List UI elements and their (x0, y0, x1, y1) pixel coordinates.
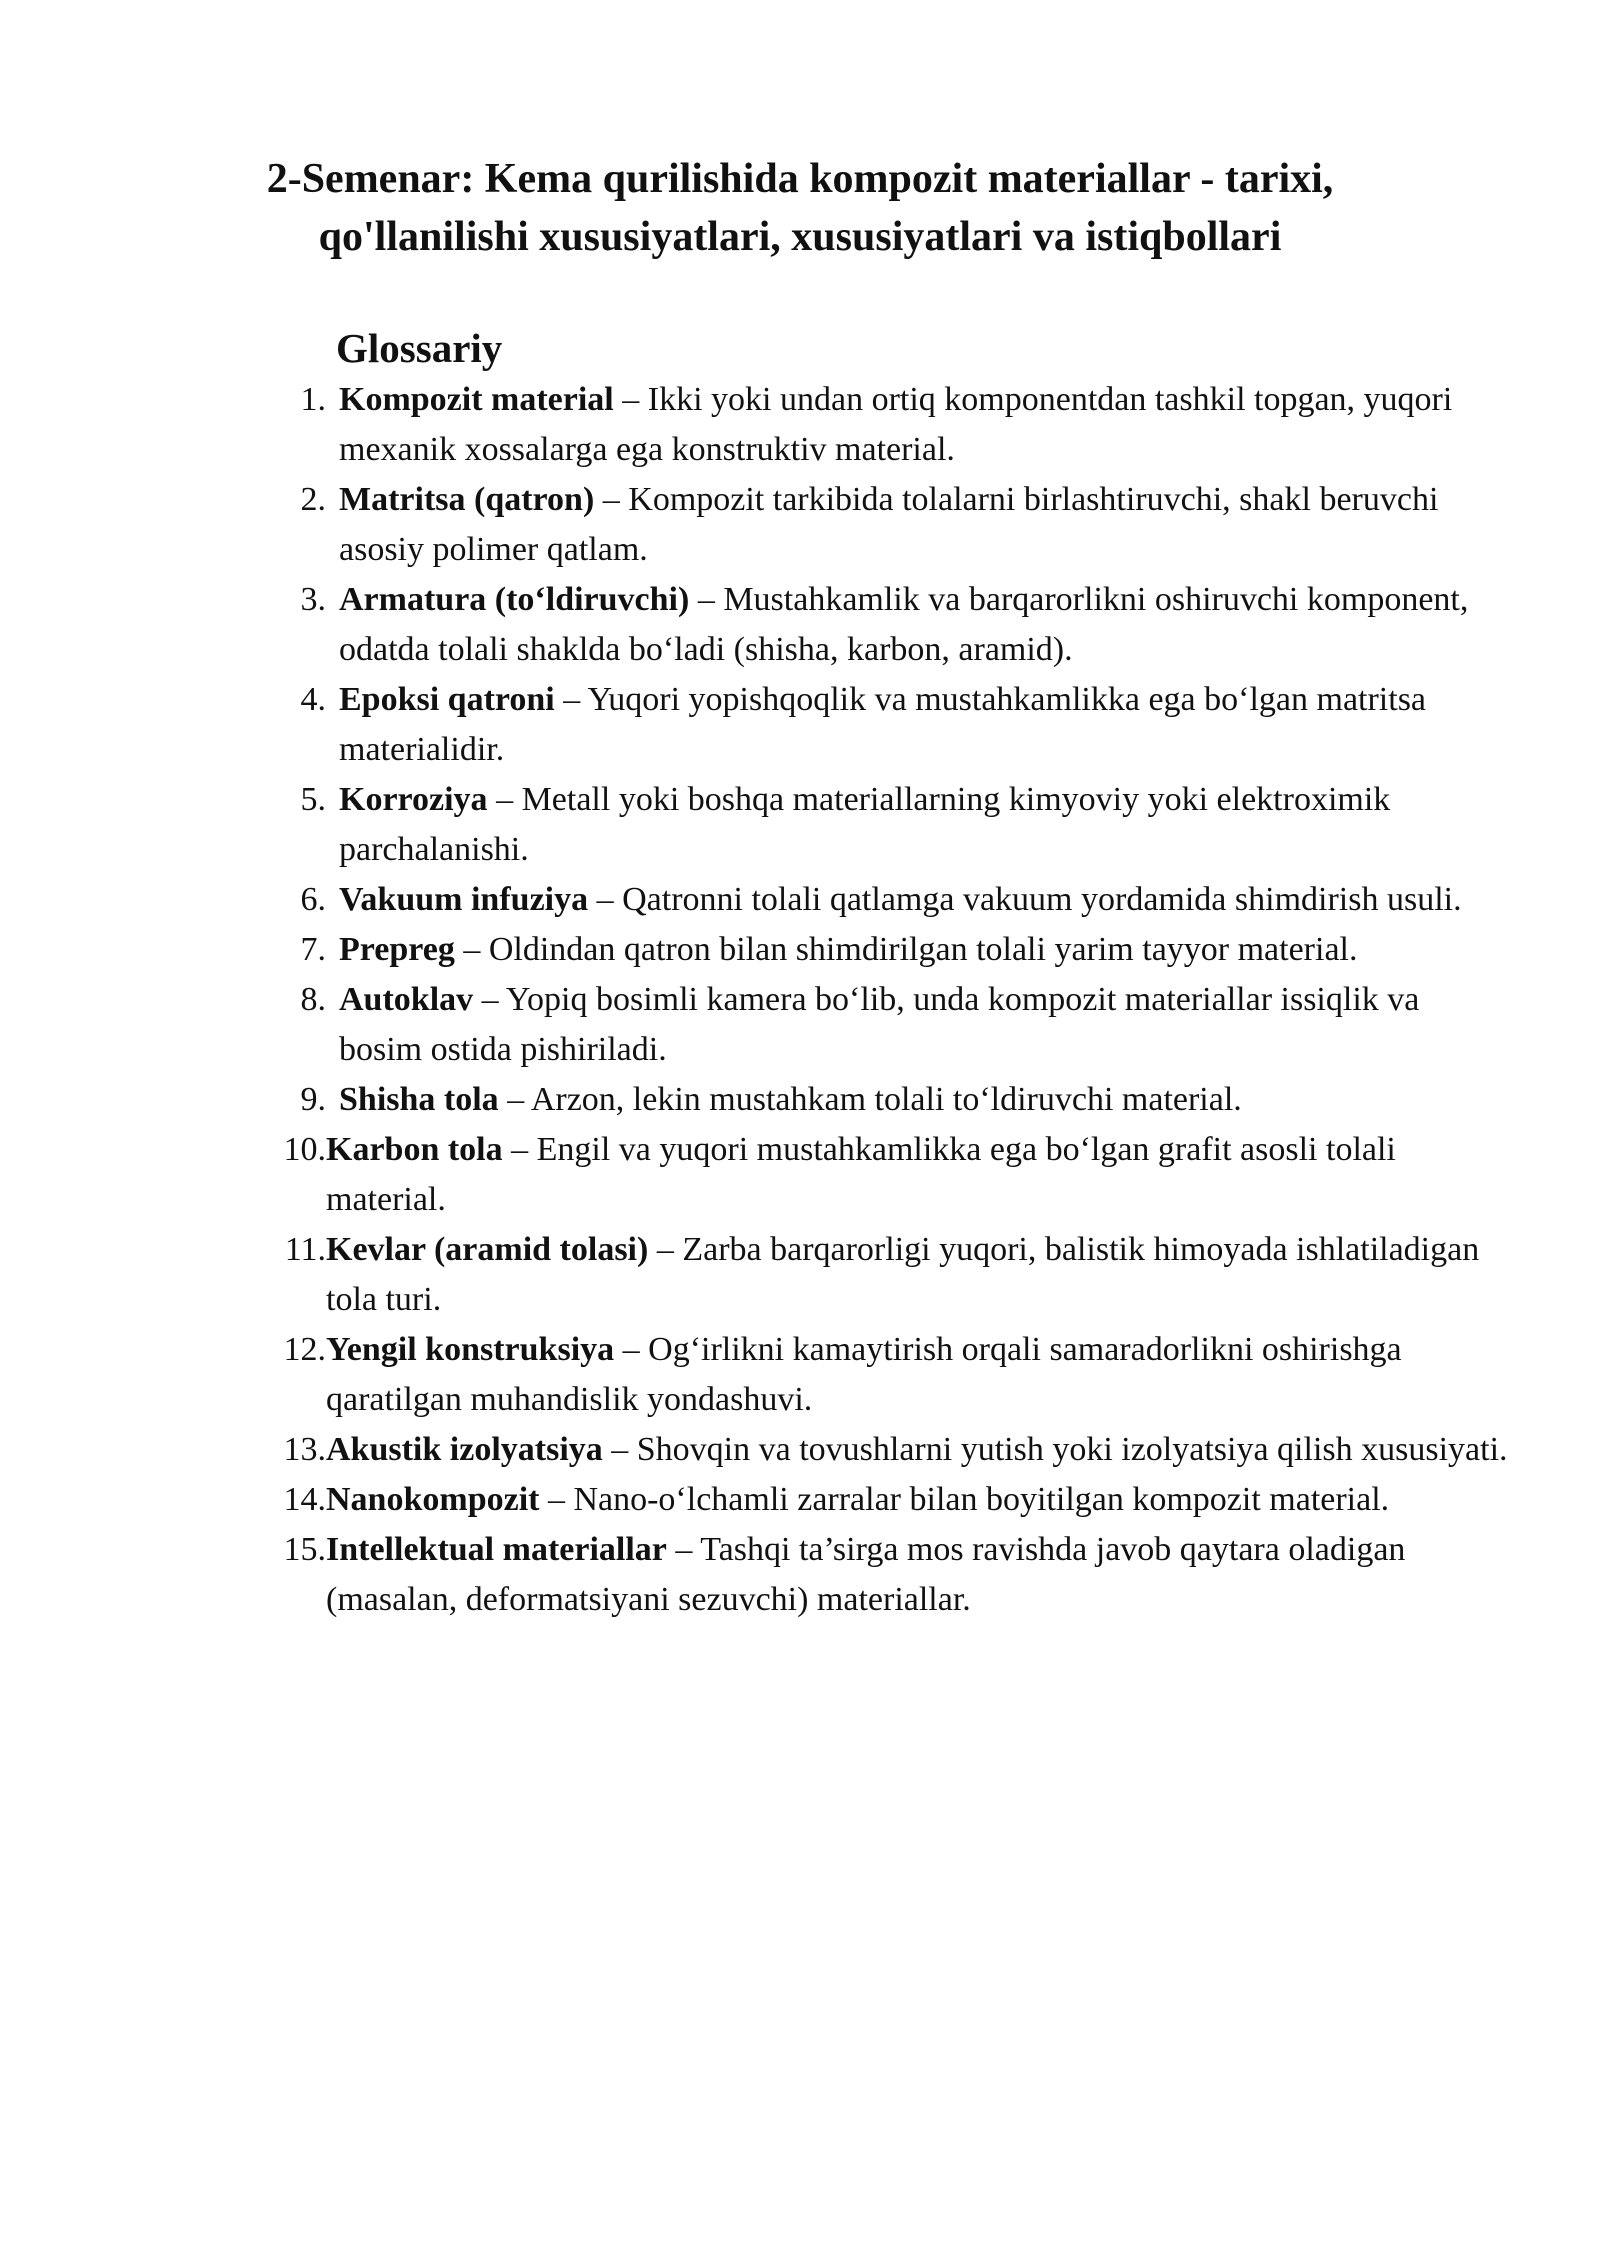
item-body (339, 575, 1510, 675)
list-item (270, 1075, 1510, 1125)
item-definition: Mustahkamlik va barqarorlikni oshiruvchi komponent, odatda tolali shaklda bo‘ladi (shisha, karbon, aramid). (339, 581, 1469, 668)
item-definition: Nano-o‘lchamli zarralar bilan boyitilgan kompozit material. (573, 1481, 1390, 1518)
item-term: Akustik izolyatsiya (326, 1431, 603, 1468)
item-body (339, 475, 1510, 575)
item-body (339, 975, 1510, 1075)
list-item (270, 875, 1510, 925)
item-separator: – (487, 781, 522, 818)
item-term: Korroziya (339, 781, 488, 818)
item-term: Prepreg (339, 931, 455, 968)
list-item (270, 475, 1510, 575)
item-separator: – (689, 581, 724, 618)
item-term: Epoksi qatroni (339, 681, 555, 718)
item-number: 12. (283, 1331, 326, 1368)
item-definition: Yuqori yopishqoqlik va mustahkamlikka ega bo‘lgan matritsa materialidir. (339, 681, 1427, 768)
item-number: 5. (300, 781, 326, 818)
list-item (270, 375, 1510, 475)
item-number: 9. (300, 1081, 326, 1118)
item-body (339, 925, 1510, 975)
item-term: Vakuum infuziya (339, 881, 589, 918)
item-number: 1. (300, 381, 326, 418)
item-separator: – (594, 481, 629, 518)
item-definition: Qatronni tolali qatlamga vakuum yordamida shimdirish usuli. (622, 881, 1462, 918)
item-definition: Tashqi ta’sirga mos ravishda javob qaytara oladigan (masalan, deformatsiyani sezuvchi) materiallar. (326, 1531, 1406, 1618)
item-body (339, 375, 1510, 475)
item-number: 7. (300, 931, 326, 968)
item-definition: Yopiq bosimli kamera bo‘lib, unda kompozit materiallar issiqlik va bosim ostida pishiriladi. (339, 981, 1420, 1068)
item-definition: Zarba barqarorligi yuqori, balistik himoyada ishlatiladigan tola turi. (326, 1231, 1480, 1318)
item-term: Kompozit material (339, 381, 614, 418)
item-separator: – (648, 1231, 683, 1268)
item-separator: – (602, 1431, 637, 1468)
page-title (200, 150, 1400, 266)
item-body (326, 1225, 1510, 1325)
item-body (326, 1325, 1510, 1425)
item-body (326, 1475, 1510, 1525)
item-term: Nanokompozit (326, 1481, 540, 1518)
item-separator: – (588, 881, 623, 918)
list-item (270, 675, 1510, 775)
list-item (270, 1325, 1510, 1425)
item-term: Armatura (to‘ldiruvchi) (339, 581, 690, 618)
item-definition: Kompozit tarkibida tolalarni birlashtiruvchi, shakl beruvchi asosiy polimer qatlam. (339, 481, 1439, 568)
list-item (270, 1425, 1510, 1475)
list-item (270, 1125, 1510, 1225)
item-body (339, 675, 1510, 775)
item-term: Yengil konstruksiya (326, 1331, 615, 1368)
item-number: 2. (300, 481, 326, 518)
item-separator: – (539, 1481, 574, 1518)
item-definition: Shovqin va tovushlarni yutish yoki izolyatsiya qilish xususiyati. (636, 1431, 1508, 1468)
item-definition: Og‘irlikni kamaytirish orqali samaradorlikni oshirishga qaratilgan muhandislik yondashuvi. (326, 1331, 1402, 1418)
item-number: 3. (300, 581, 326, 618)
item-separator: – (666, 1531, 701, 1568)
item-term: Intellektual materiallar (326, 1531, 667, 1568)
item-term: Karbon tola (326, 1131, 503, 1168)
item-term: Autoklav (339, 981, 474, 1018)
list-item (270, 575, 1510, 675)
item-term: Matritsa (qatron) (339, 481, 595, 518)
item-body (339, 1075, 1510, 1125)
item-number: 15. (283, 1531, 326, 1568)
title-line-2: qo'llanilishi xususiyatlari, xususiyatlari va istiqbollari (318, 214, 1282, 260)
item-definition: Metall yoki boshqa materiallarning kimyoviy yoki elektroximik parchalanishi. (339, 781, 1391, 868)
item-definition: Oldindan qatron bilan shimdirilgan tolali yarim tayyor material. (488, 931, 1358, 968)
list-item (270, 925, 1510, 975)
item-body (326, 1425, 1510, 1475)
item-number: 4. (300, 681, 326, 718)
item-separator: – (502, 1131, 537, 1168)
item-definition: Ikki yoki undan ortiq komponentdan tashkil topgan, yuqori mexanik xossalarga ega konstruktiv material. (339, 381, 1453, 468)
item-body (326, 1125, 1510, 1225)
item-separator: – (554, 681, 588, 718)
item-definition: Engil va yuqori mustahkamlikka ega bo‘lgan grafit asosli tolali material. (326, 1131, 1396, 1218)
item-number: 11. (284, 1231, 326, 1268)
item-separator: – (473, 981, 506, 1018)
item-term: Shisha tola (339, 1081, 499, 1118)
item-number: 10. (283, 1131, 326, 1168)
item-definition: Arzon, lekin mustahkam tolali to‘ldiruvchi material. (530, 1081, 1242, 1118)
glossary-heading: Glossariy (336, 325, 503, 371)
item-body (326, 1525, 1510, 1625)
list-item (270, 775, 1510, 875)
item-separator: – (614, 1331, 649, 1368)
item-number: 14. (283, 1481, 326, 1518)
item-number: 6. (300, 881, 326, 918)
list-item (270, 1225, 1510, 1325)
list-item (270, 1525, 1510, 1625)
item-body (339, 875, 1510, 925)
title-line-1: 2-Semenar: Kema qurilishida kompozit materiallar - tarixi, (266, 156, 1334, 202)
list-item (270, 1475, 1510, 1525)
item-separator: – (454, 931, 489, 968)
item-separator: – (613, 381, 648, 418)
item-number: 8. (300, 981, 326, 1018)
glossary-list (270, 375, 1510, 1625)
item-separator: – (498, 1081, 531, 1118)
item-term: Kevlar (aramid tolasi) (326, 1231, 649, 1268)
item-number: 13. (283, 1431, 326, 1468)
list-item (270, 975, 1510, 1075)
item-body (339, 775, 1510, 875)
